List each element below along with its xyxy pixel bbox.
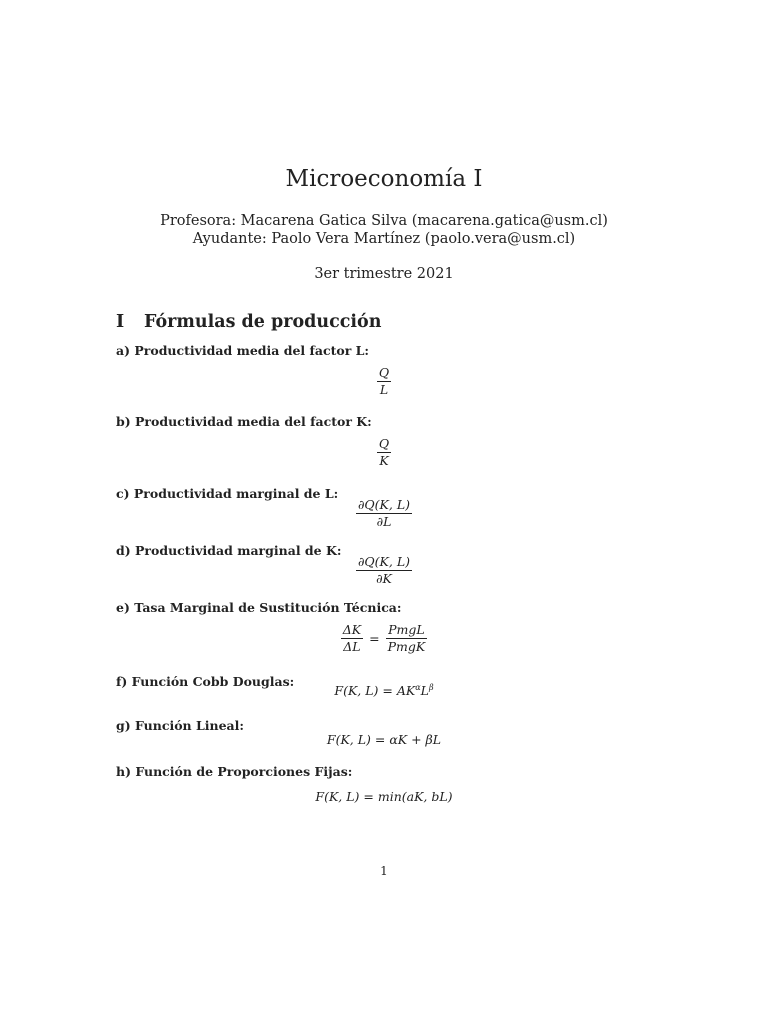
numerator: PmgL: [388, 622, 425, 637]
mrts-equation: [341, 623, 427, 654]
term-line: 3er trimestre 2021: [314, 266, 454, 282]
equals-sign: =: [369, 631, 380, 646]
denominator: PmgK: [387, 639, 426, 654]
section-heading: [116, 312, 381, 332]
denominator: ΔL: [343, 639, 361, 654]
fraction-a: [377, 366, 391, 397]
section-number: I: [116, 312, 125, 332]
fraction-e-right: [386, 623, 428, 654]
fraction-b: [377, 437, 391, 468]
page-number: 1: [380, 864, 388, 878]
item-label-a: a) Productividad media del factor L:: [116, 343, 370, 358]
numerator: ΔK: [342, 622, 362, 637]
formula-c: [0, 498, 768, 529]
item-label-d: d) Productividad marginal de K:: [116, 543, 342, 558]
item-label-g: g) Función Lineal:: [116, 718, 245, 733]
fraction-d: [356, 555, 412, 586]
numerator: Q: [378, 365, 390, 380]
formula-e: [0, 622, 768, 654]
formula-g: F(K, L) = αK + βL: [326, 732, 442, 747]
numerator: ∂Q(K, L): [357, 497, 411, 512]
item-label-b: b) Productividad media del factor K:: [116, 414, 372, 429]
denominator: ∂K: [376, 571, 392, 586]
numerator: Q: [378, 436, 390, 451]
beta-exponent: β: [428, 683, 434, 692]
item-label-h: h) Función de Proporciones Fijas:: [116, 764, 353, 779]
item-label-e: e) Tasa Marginal de Sustitución Técnica:: [116, 600, 402, 615]
numerator: ∂Q(K, L): [357, 554, 411, 569]
item-label-c: c) Productividad marginal de L:: [116, 486, 339, 501]
denominator: ∂L: [376, 514, 392, 529]
alpha-exponent: α: [415, 683, 421, 692]
formula-f: [0, 683, 768, 698]
denominator: L: [379, 382, 389, 397]
cobb-douglas-formula: F(K, L) = AK: [334, 683, 416, 699]
formula-a: [0, 366, 768, 397]
professor-line: Profesora: Macarena Gatica Silva (macarena.gatica@usm.cl): [160, 213, 608, 229]
fraction-c: [356, 498, 412, 529]
item-label-f: f) Función Cobb Douglas:: [116, 674, 295, 689]
section-title: Fórmulas de producción: [144, 312, 382, 332]
denominator: K: [379, 453, 389, 468]
labor-symbol: L: [420, 683, 429, 699]
assistant-line: Ayudante: Paolo Vera Martínez (paolo.vera@usm.cl): [192, 231, 576, 247]
formula-d: [0, 555, 768, 586]
formula-b: [0, 437, 768, 468]
document-title: Microeconomía I: [285, 166, 483, 192]
fraction-e-left: [341, 623, 363, 654]
formula-h: F(K, L) = min(aK, bL): [315, 789, 453, 804]
